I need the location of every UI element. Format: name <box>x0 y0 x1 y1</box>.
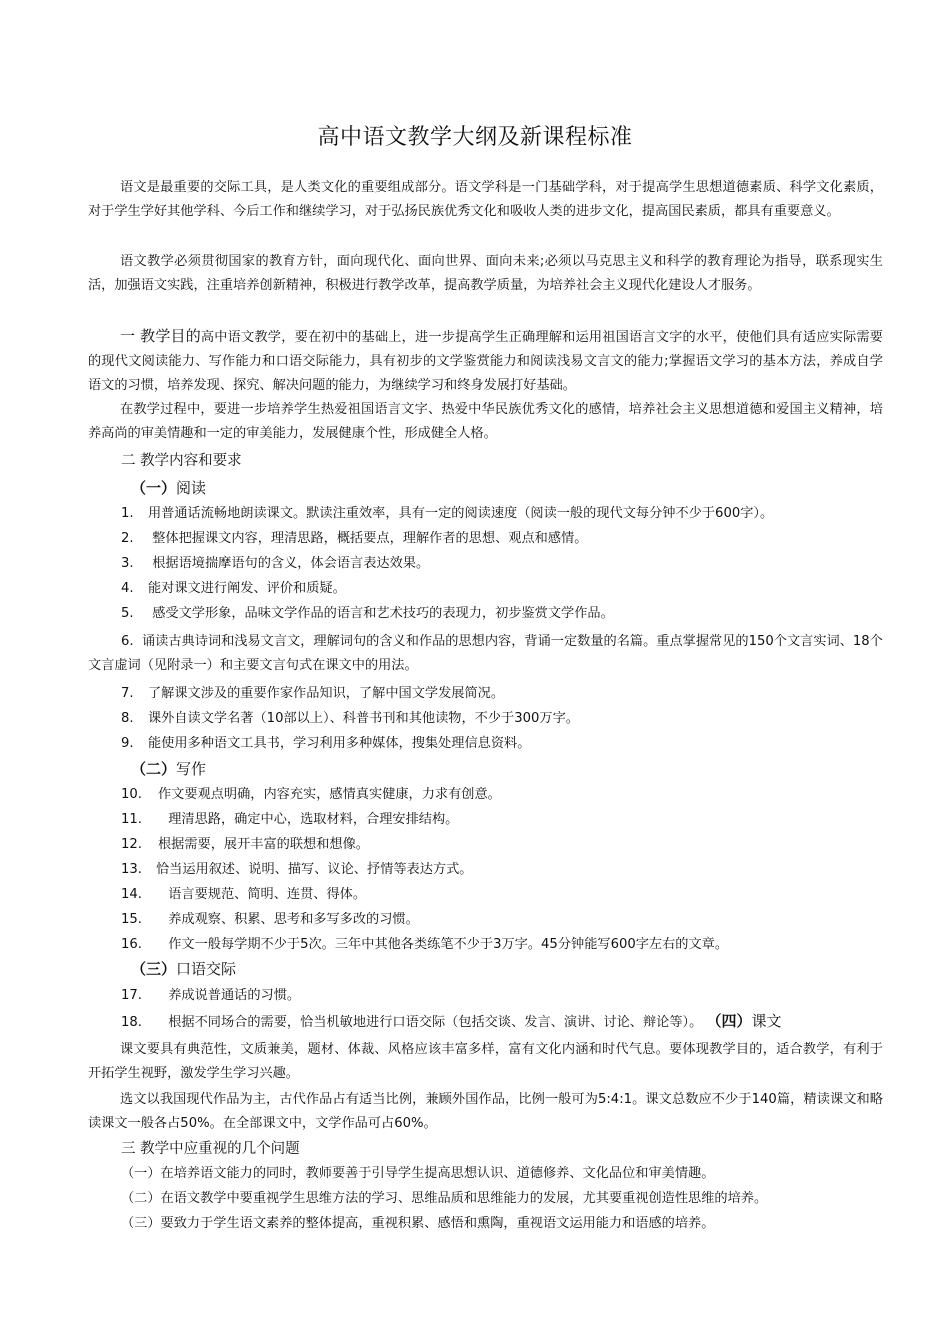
list-item: 15. 养成观察、积累、思考和多写多改的习惯。 <box>121 912 419 927</box>
list-item: 10. 作文要观点明确，内容充实，感情真实健康，力求有创意。 <box>121 787 501 802</box>
list-item: 7. 了解课文涉及的重要作家作品知识，了解中国文学发展简况。 <box>121 686 505 701</box>
texts-paragraph-1: 课文要具有典范性，文质兼美，题材、体裁、风格应该丰富多样，富有文化内涵和时代气息。要体现教学目的，适合教学，有利于开拓学生视野，激发学生学习兴趣。 <box>88 1042 883 1081</box>
list-item: 2. 整体把握课文内容，理清思路，概括要点，理解作者的思想、观点和感情。 <box>121 531 588 546</box>
list-item: 4. 能对课文进行阐发、评价和质疑。 <box>121 581 346 596</box>
list-item: 18. 根据不同场合的需要，恰当机敏地进行口语交际（包括交谈、发言、演讲、讨论、辩论等）。 （四）课文 <box>121 1012 782 1030</box>
texts-paragraph-2: 选文以我国现代作品为主，古代作品占有适当比例，兼顾外国作品，比例一般可为5:4:1。课文总数应不少于140篇，精读课文和略读课文一般各占50%。在全部课文中，文学作品可占60%。 <box>88 1092 883 1131</box>
list-item: 14. 语言要规范、简明、连贯、得体。 <box>121 887 367 902</box>
intro-paragraph-2: 语文教学必须贯彻国家的教育方针，面向现代化、面向世界、面向未来;必须以马克思主义和科学的教育理论为指导，联系现实生活，加强语文实践，注重培养创新精神，积极进行教学改革，提高教学质量，为培养社会主义现代化建设人才服务。 <box>88 254 883 293</box>
subsection-texts-heading: （四）课文 <box>706 1012 782 1030</box>
list-item: 3. 根据语境揣摩语句的含义，体会语言表达效果。 <box>121 556 430 571</box>
list-item: 16. 作文一般每学期不少于5次。三年中其他各类练笔不少于3万字。45分钟能写600字左右的文章。 <box>121 937 729 952</box>
document-title: 高中语文教学大纲及新课程标准 <box>317 125 633 150</box>
list-item: 17. 养成说普通话的习惯。 <box>121 988 301 1003</box>
teaching-goal-text: 高中语文教学，要在初中的基础上，进一步提高学生正确理解和运用祖国语言文字的水平，使他们具有适应实际需要的现代文阅读能力、写作能力和口语交际能力，具有初步的文学鉴赏能力和阅读浅易文言文的能力;掌握语文学习的基本方法，养成自学语文的习惯，培养发现、探究、解决问题的能力，为继续学习和终身发展打好基础。 <box>88 330 883 393</box>
list-item: 11. 理清思路，确定中心，选取材料，合理安排结构。 <box>121 812 459 827</box>
list-item: 13. 恰当运用叙述、说明、描写、议论、抒情等表达方式。 <box>121 862 473 877</box>
list-item: （二）在语文教学中要重视学生思维方法的学习、思维品质和思维能力的发展，尤其要重视创造性思维的培养。 <box>121 1191 768 1206</box>
intro-paragraph-1: 语文是最重要的交际工具，是人类文化的重要组成部分。语文学科是一门基础学科，对于提高学生思想道德素质、科学文化素质，对于学生学好其他学科、今后工作和继续学习，对于弘扬民族优秀文化和吸收人类的进步文化，提高国民素质，都具有重要意义。 <box>88 180 883 219</box>
section-3-heading: 三 教学中应重视的几个问题 <box>121 1141 300 1157</box>
list-item: 1. 用普通话流畅地朗读课文。默读注重效率，具有一定的阅读速度（阅读一般的现代文每分钟不少于600字）。 <box>121 506 774 521</box>
teaching-goal-paragraph <box>88 324 883 398</box>
list-item: 9. 能使用多种语文工具书，学习利用多种媒体，搜集处理信息资料。 <box>121 736 531 751</box>
list-item: 8. 课外自读文学名著（10部以上）、科普书刊和其他读物，不少于300万字。 <box>121 711 579 726</box>
list-item: 5. 感受文学形象，品味文学作品的语言和艺术技巧的表现力，初步鉴赏文学作品。 <box>121 606 614 621</box>
list-item: （三）要致力于学生语文素养的整体提高，重视积累、感悟和熏陶，重视语文运用能力和语感的培养。 <box>121 1216 715 1231</box>
subsection-reading-heading: （一）阅读 <box>131 479 207 497</box>
list-item: 6. 诵读古典诗词和浅易文言文，理解词句的含义和作品的思想内容，背诵一定数量的名篇。重点掌握常见的150个文言实词、18个文言虚词（见附录一）和主要文言句式在课文中的用法。 <box>88 634 883 673</box>
section-1-heading: 一 教学目的 <box>120 327 201 345</box>
subsection-speaking-heading: （三）口语交际 <box>131 960 237 978</box>
teaching-process-paragraph: 在教学过程中，要进一步培养学生热爱祖国语言文字、热爱中华民族优秀文化的感情，培养社会主义思想道德和爱国主义精神，培养高尚的审美情趣和一定的审美能力，发展健康个性，形成健全人格。 <box>88 402 883 441</box>
list-item: 12. 根据需要，展开丰富的联想和想像。 <box>121 837 369 852</box>
section-2-heading: 二 教学内容和要求 <box>121 453 242 469</box>
list-item: （一）在培养语文能力的同时，教师要善于引导学生提高思想认识、道德修养、文化品位和审美情趣。 <box>121 1166 715 1181</box>
subsection-writing-heading: （二）写作 <box>131 760 207 778</box>
